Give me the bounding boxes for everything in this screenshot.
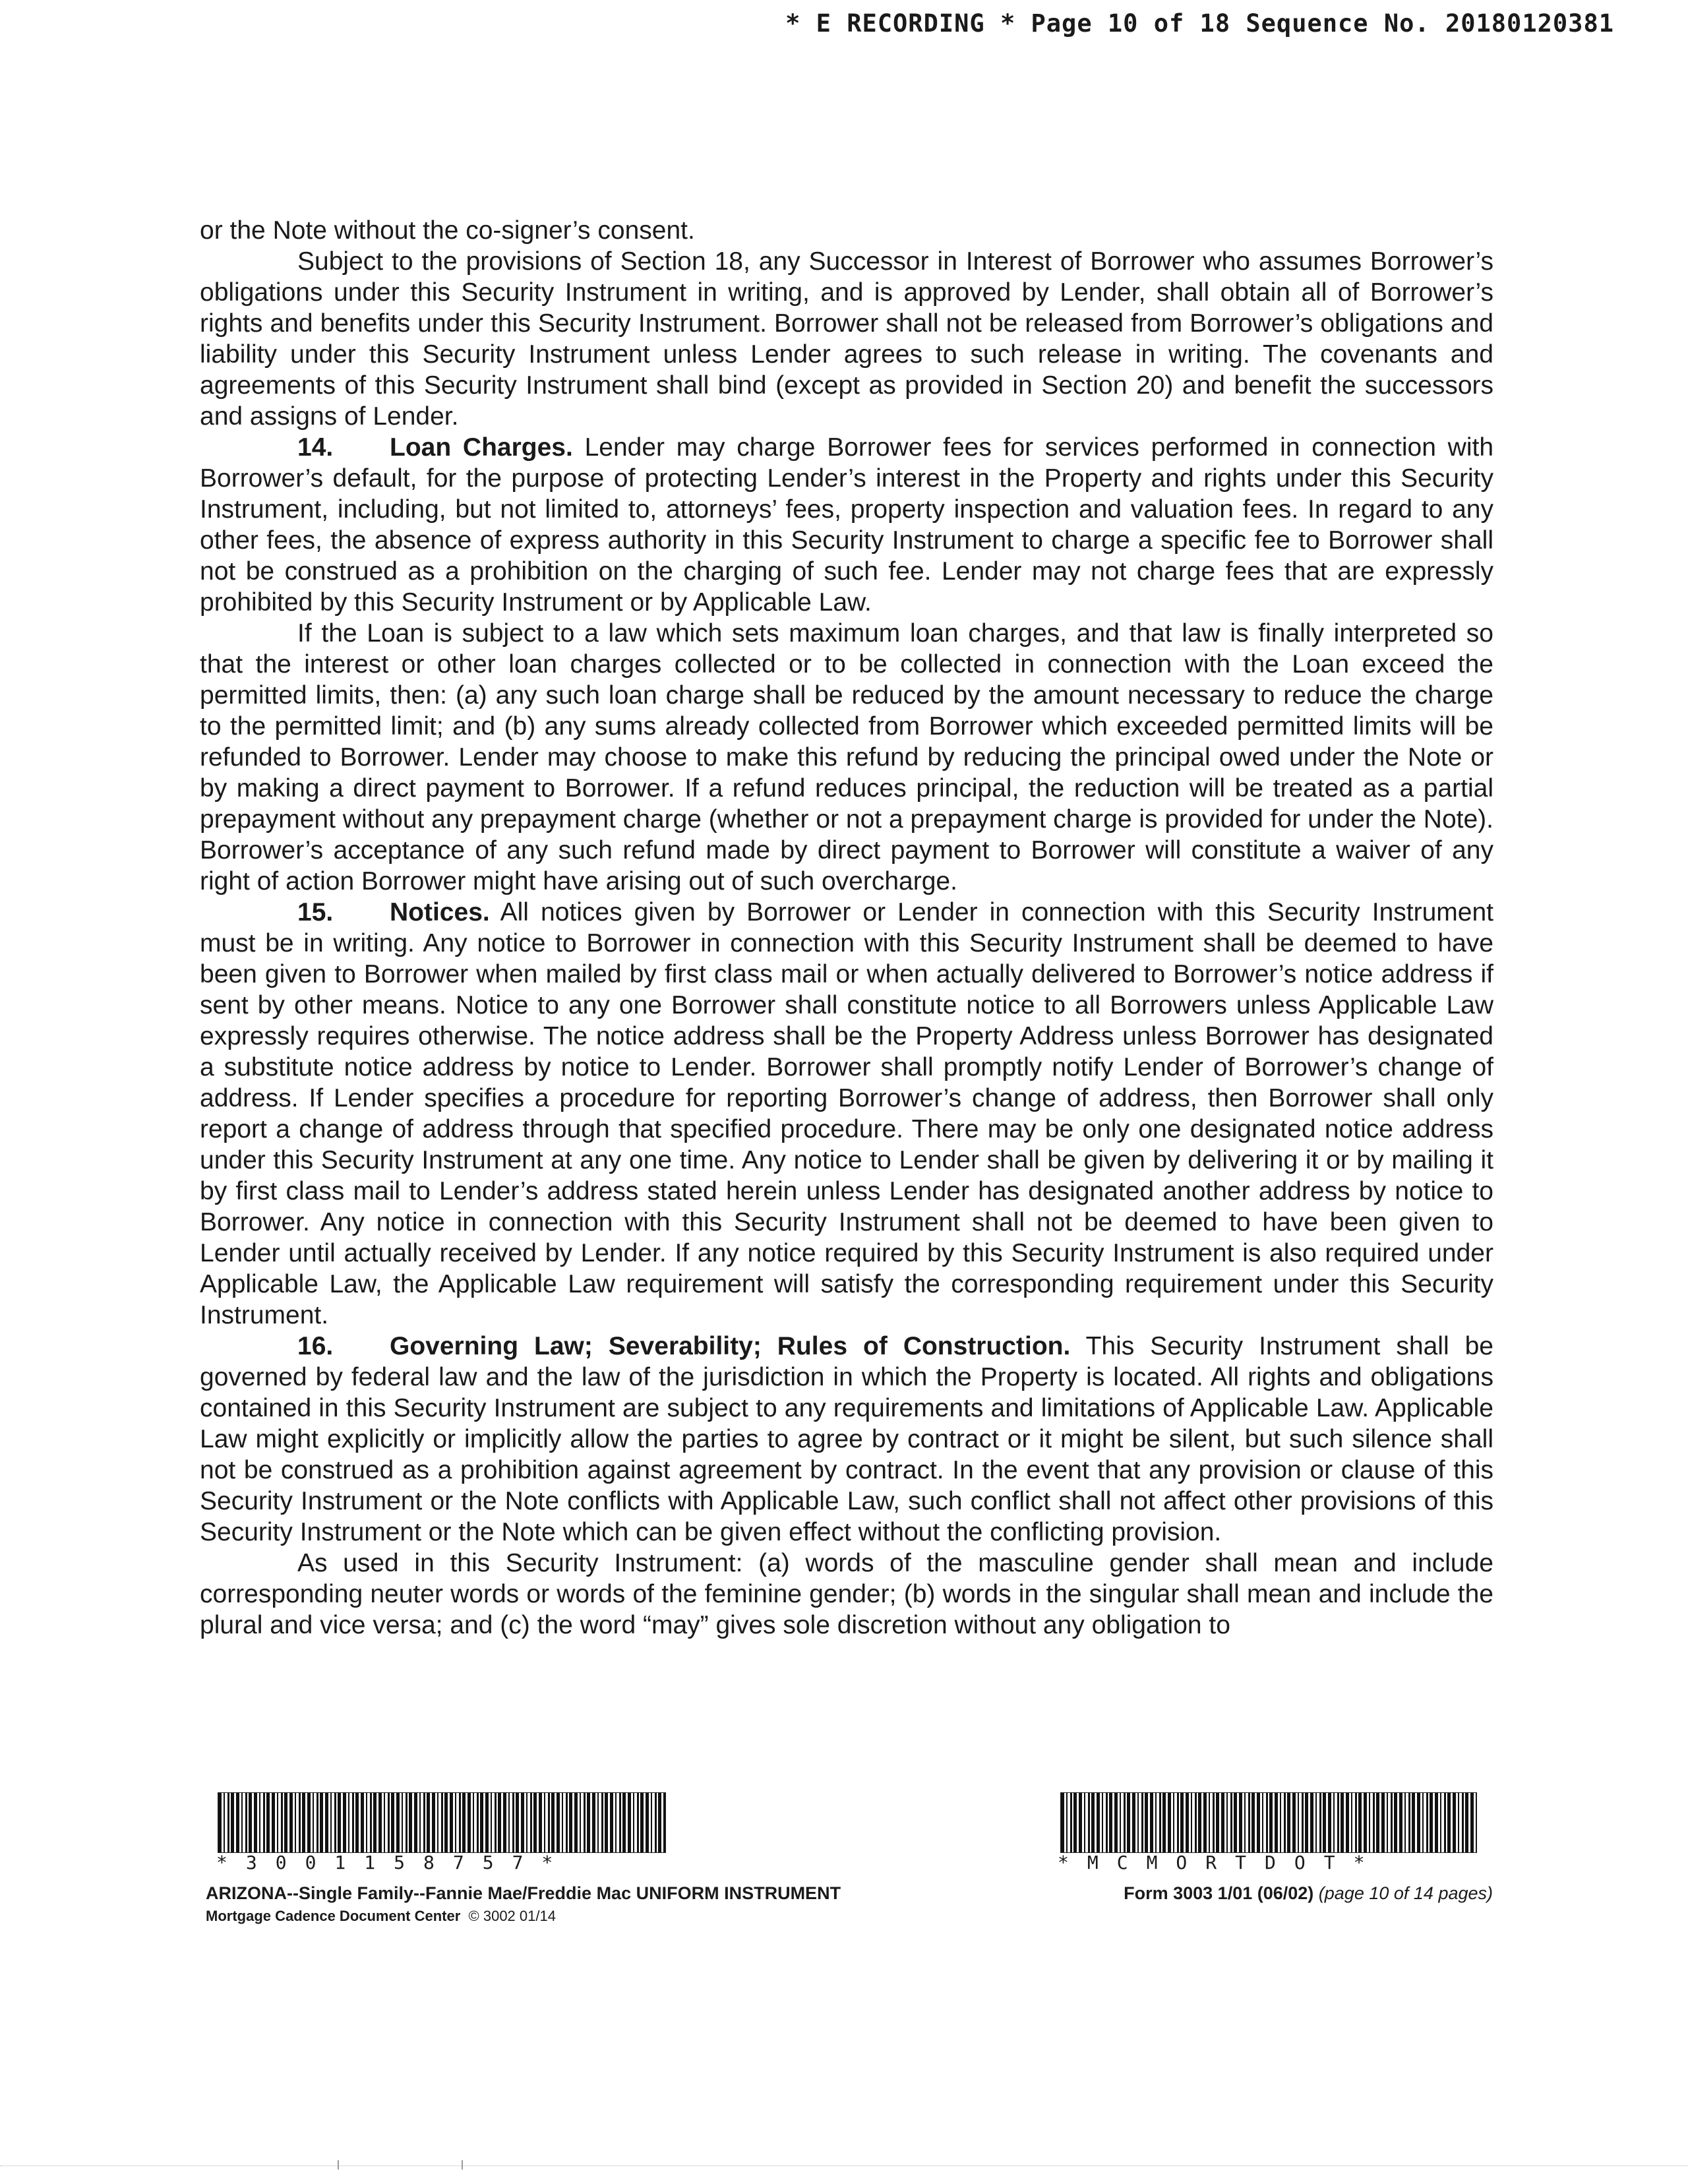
barcode-right-text: *MCMORTDOT* (1058, 1852, 1383, 1873)
section-14-number: 14. (297, 433, 334, 462)
section-15-title: Notices. (390, 898, 490, 926)
section-16-text: This Security Instrument shall be governed by federal law and the law of the jurisdiction in which the Property is located. All rights and obligations contained in this Security Instrument are subject to any requirements and limitations of Applicable Law. Applicable Law might explicitly or implicitly allow the parties to agree by contract or it might be silent, but such silence shall not be construed as a prohibition against agreement by contract. In the event that any provision or clause of this Security Instrument or the Note conflicts with Applicable Law, such conflict shall not affect other provisions of this Security Instrument or the Note which can be given effect without the conflicting provision. (200, 1332, 1493, 1546)
section-15-text: All notices given by Borrower or Lender in connection with this Security Instrument must be in writing. Any notice to Borrower in connection with this Security Instrument shall be deemed to have been given to Borrower when mailed by first class mail or when actually delivered to Borrower’s notice address if sent by other means. Notice to any one Borrower shall constitute notice to all Borrowers unless Applicable Law expressly requires otherwise. The notice address shall be the Property Address unless Borrower has designated a substitute notice address by notice to Lender. Borrower shall promptly notify Lender of Borrower’s change of address. If Lender specifies a procedure for reporting Borrower’s change of address, then Borrower shall only report a change of address through that specified procedure. There may be only one designated notice address under this Security Instrument at any one time. Any notice to Lender shall be given by delivering it or by mailing it by first class mail to Lender’s address stated herein unless Lender has designated another address by notice to Borrower. Any notice in connection with this Security Instrument shall not be deemed to have been given to Lender until actually received by Lender. If any notice required by this Security Instrument is also required under Applicable Law, the Applicable Law requirement will satisfy the corresponding requirement under this Security Instrument. (200, 898, 1494, 1329)
section-16-number: 16. (297, 1332, 334, 1360)
scan-tick-mark (462, 2160, 463, 2169)
section-15-number: 15. (297, 898, 334, 926)
section-16-title: Governing Law; Severability; Rules of Construction. (390, 1332, 1071, 1360)
section-15 (200, 897, 1493, 1331)
barcode-left (218, 1792, 666, 1853)
doc-center-line (206, 1908, 841, 1925)
scan-tick-mark (338, 2160, 339, 2169)
doc-code: © 3002 01/14 (468, 1908, 556, 1924)
section-14-text: Lender may charge Borrower fees for services performed in connection with Borrower’s default, for the purpose of protecting Lender’s interest in the Property and rights under this Security Instrument, including, but not limited to, attorneys’ fees, property inspection and valuation fees. In regard to any other fees, the absence of express authority in this Security Instrument to charge a specific fee to Borrower shall not be construed as a prohibition on the charging of such fee. Lender may not charge fees that are expressly prohibited by this Security Instrument or by Applicable Law. (200, 433, 1494, 617)
section-14-title: Loan Charges. (390, 433, 573, 462)
section-16 (200, 1331, 1493, 1548)
footer-left (206, 1883, 841, 1925)
page-note: (page 10 of 14 pages) (1318, 1883, 1493, 1903)
barcode-left-text: *3001158757* (216, 1852, 572, 1873)
paragraph-successor: Subject to the provisions of Section 18, any Successor in Interest of Borrower who assumes Borrower’s obligations under this Security Instrument in writing, and is approved by Lender, shall obtain all of Borrower’s rights and benefits under this Security Instrument. Borrower shall not be released from Borrower’s obligations and liability under this Security Instrument unless Lender agrees to such release in writing. The covenants and agreements of this Security Instrument shall bind (except as provided in Section 20) and benefit the successors and assigns of Lender. (200, 247, 1493, 431)
form-number: Form 3003 1/01 (06/02) (1124, 1883, 1314, 1903)
footer-right (1124, 1883, 1493, 1904)
paragraph-cosigner: or the Note without the co-signer’s consent. (200, 216, 695, 245)
recording-stamp: * E RECORDING * Page 10 of 18 Sequence No. 20180120381 (785, 9, 1614, 38)
form-title: ARIZONA--Single Family--Fannie Mae/Freddie Mac UNIFORM INSTRUMENT (206, 1883, 841, 1903)
section-14 (200, 432, 1493, 618)
document-body (200, 215, 1493, 1641)
section-14-paragraph-2: If the Loan is subject to a law which sets maximum loan charges, and that law is finally interpreted so that the interest or other loan charges collected or to be collected in connection with the Loan exceed the permitted limits, then: (a) any such loan charge shall be reduced by the amount necessary to reduce the charge to the permitted limit; and (b) any sums already collected from Borrower which exceeded permitted limits will be refunded to Borrower. Lender may choose to make this refund by reducing the principal owed under the Note or by making a direct payment to Borrower. If a refund reduces principal, the reduction will be treated as a partial prepayment without any prepayment charge (whether or not a prepayment charge is provided for under the Note). Borrower’s acceptance of any such refund made by direct payment to Borrower will constitute a waiver of any right of action Borrower might have arising out of such overcharge. (200, 619, 1493, 895)
barcode-right (1060, 1792, 1477, 1853)
doc-center: Mortgage Cadence Document Center (206, 1908, 461, 1924)
section-16-paragraph-2: As used in this Security Instrument: (a) words of the masculine gender shall mean and include corresponding neuter words or words of the feminine gender; (b) words in the singular shall mean and include the plural and vice versa; and (c) the word “may” gives sole discretion without any obligation to (200, 1549, 1493, 1639)
